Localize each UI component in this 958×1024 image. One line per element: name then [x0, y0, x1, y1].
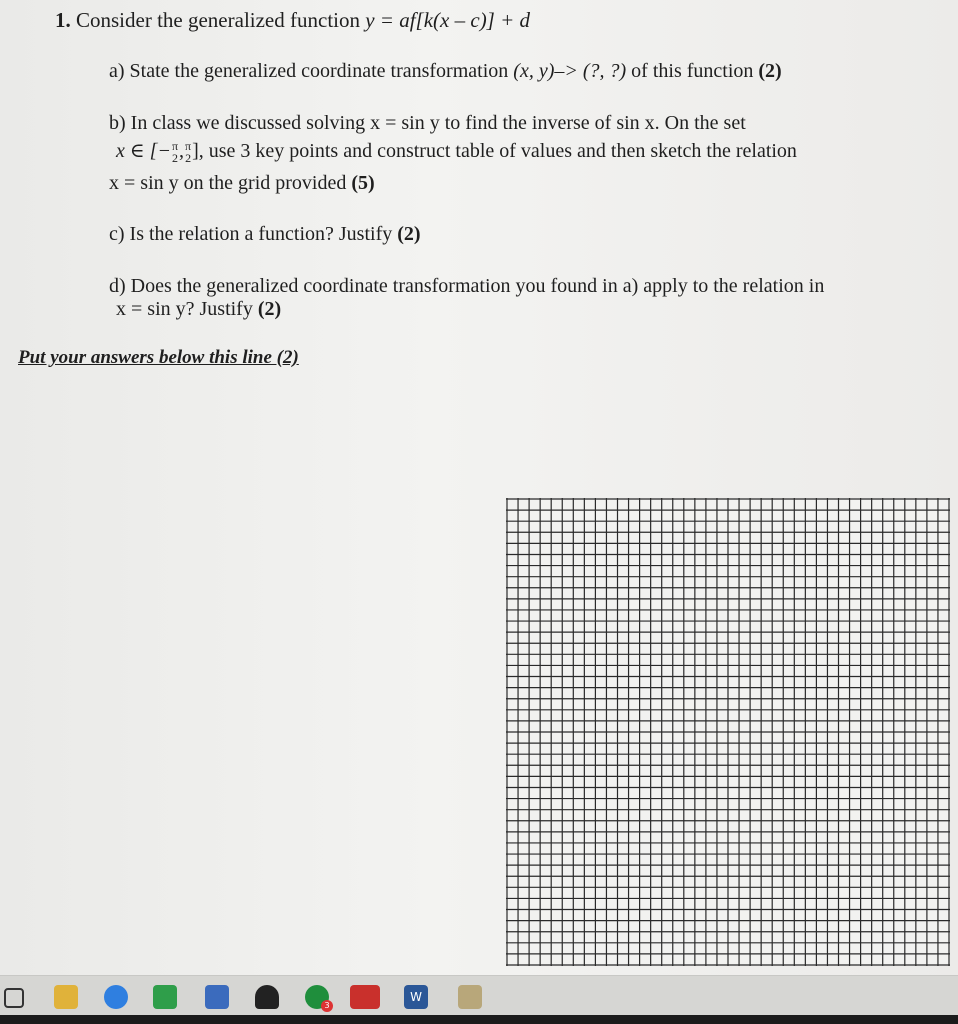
notification-badge: 3 — [321, 1000, 333, 1012]
part-b-line1: b) In class we discussed solving x = sin y to find the inverse of sin x. On the set — [109, 112, 746, 134]
part-c-text: c) Is the relation a function? Justify — [109, 223, 393, 245]
green-app-icon[interactable] — [153, 985, 177, 1009]
part-a-math: (x, y)–> (?, ?) — [513, 60, 627, 82]
fraction-pi-over-2-pos: π 2 — [185, 139, 192, 166]
graph-grid[interactable] — [506, 498, 950, 966]
acrobat-icon[interactable] — [350, 985, 380, 1009]
part-b-line2-tail: use 3 key points and construct table of values and then sketch the relation — [208, 140, 797, 162]
question-intro: Consider the generalized function — [76, 8, 360, 32]
part-d-line1: d) Does the generalized coordinate transformation you found in a) apply to the relation in — [109, 275, 825, 297]
fraction-pi-over-2-neg: π 2 — [171, 139, 179, 166]
word-icon[interactable] — [404, 985, 428, 1009]
notification-app-icon[interactable] — [305, 985, 329, 1009]
graph-grid-lines — [506, 498, 950, 966]
question-title — [55, 8, 530, 33]
part-c — [109, 223, 421, 246]
part-a — [109, 60, 782, 83]
part-d-line2 — [116, 298, 281, 321]
part-d-points: (2) — [257, 298, 282, 320]
part-b-set-sep: , — [179, 140, 185, 162]
file-explorer-icon[interactable] — [54, 985, 78, 1009]
part-b-line2 — [116, 138, 797, 164]
part-b-line3-text: x = sin y on the grid provided — [109, 172, 347, 194]
part-a-tail: of this function — [631, 60, 754, 82]
question-number: 1. — [55, 8, 71, 32]
part-d-line2-text: x = sin y? Justify — [116, 298, 253, 320]
windows-taskbar — [0, 975, 958, 1024]
answer-prompt: Put your answers below this line (2) — [18, 347, 299, 368]
remote-desktop-icon[interactable] — [205, 985, 229, 1009]
part-b-set-prefix: x ∈ [− — [116, 140, 171, 162]
shield-icon[interactable] — [255, 985, 279, 1009]
task-view-icon[interactable] — [4, 988, 24, 1008]
part-c-points: (2) — [397, 223, 421, 245]
part-a-points: (2) — [758, 60, 782, 82]
question-formula: y = af[k(x – c)] + d — [365, 8, 531, 32]
photos-icon[interactable] — [458, 985, 482, 1009]
part-b-line3 — [109, 172, 375, 195]
part-a-text: a) State the generalized coordinate transformation — [109, 60, 509, 82]
part-b-set-suffix: ], — [192, 140, 204, 162]
part-b-points: (5) — [351, 172, 375, 194]
chrome-icon[interactable] — [104, 985, 128, 1009]
word-icon-label: W — [410, 990, 422, 1004]
